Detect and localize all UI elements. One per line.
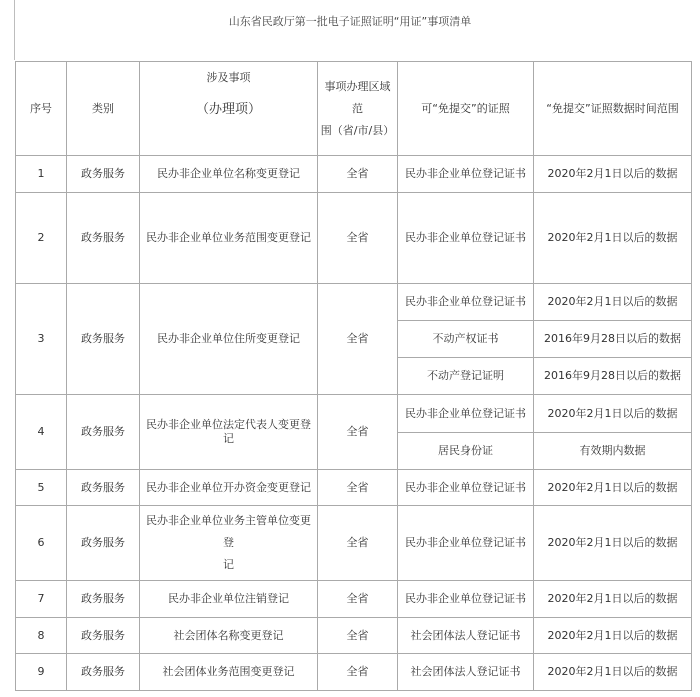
row-cert: 不动产登记证明 — [398, 358, 534, 395]
row-seq: 1 — [16, 156, 67, 193]
left-border-line — [14, 0, 15, 60]
item-list-table — [15, 61, 692, 691]
row-range: 2020年2月1日以后的数据 — [534, 506, 692, 581]
table-row — [16, 156, 692, 193]
row-item: 民办非企业单位名称变更登记 — [140, 156, 318, 193]
table-row — [16, 284, 692, 321]
table-row — [16, 654, 692, 691]
header-item-line2: （办理项） — [195, 101, 261, 117]
row-category: 政务服务 — [67, 395, 140, 470]
row-area: 全省 — [318, 618, 398, 654]
row-item: 民办非企业单位业务范围变更登记 — [140, 193, 318, 284]
row-item: 民办非企业单位法定代表人变更登记 — [140, 395, 318, 470]
row-range: 2020年2月1日以后的数据 — [534, 581, 692, 618]
row-category: 政务服务 — [67, 156, 140, 193]
row-cert: 民办非企业单位登记证书 — [398, 506, 534, 581]
row-category: 政务服务 — [67, 284, 140, 395]
row-category: 政务服务 — [67, 654, 140, 691]
row-range: 2020年2月1日以后的数据 — [534, 618, 692, 654]
header-area-line2: 围（省/市/县） — [320, 123, 395, 137]
table-row — [16, 193, 692, 284]
row-seq: 4 — [16, 395, 67, 470]
row-seq: 2 — [16, 193, 67, 284]
header-cert: 可“免提交”的证照 — [398, 62, 534, 156]
row-category: 政务服务 — [67, 506, 140, 581]
header-category: 类别 — [67, 62, 140, 156]
header-range: “免提交”证照数据时间范围 — [534, 62, 692, 156]
row-item — [140, 506, 318, 581]
row-area: 全省 — [318, 581, 398, 618]
row-cert: 民办非企业单位登记证书 — [398, 193, 534, 284]
row-area: 全省 — [318, 156, 398, 193]
row-area: 全省 — [318, 470, 398, 506]
row-cert: 社会团体法人登记证书 — [398, 654, 534, 691]
row-cert: 居民身份证 — [398, 433, 534, 470]
row-item: 社会团体名称变更登记 — [140, 618, 318, 654]
row-area: 全省 — [318, 284, 398, 395]
row-area: 全省 — [318, 193, 398, 284]
table-header-row — [16, 62, 692, 156]
page-title: 山东省民政厅第一批电子证照证明“用证”事项清单 — [228, 15, 472, 28]
row-seq: 9 — [16, 654, 67, 691]
row-item: 社会团体业务范围变更登记 — [140, 654, 318, 691]
row-category: 政务服务 — [67, 618, 140, 654]
row-range: 2020年2月1日以后的数据 — [534, 193, 692, 284]
row-cert: 民办非企业单位登记证书 — [398, 470, 534, 506]
row-cert: 民办非企业单位登记证书 — [398, 284, 534, 321]
row-cert: 不动产权证书 — [398, 321, 534, 358]
row-range: 2020年2月1日以后的数据 — [534, 156, 692, 193]
row-item: 民办非企业单位住所变更登记 — [140, 284, 318, 395]
row-cert: 社会团体法人登记证书 — [398, 618, 534, 654]
row-seq: 5 — [16, 470, 67, 506]
row-range: 2016年9月28日以后的数据 — [534, 358, 692, 395]
row-cert: 民办非企业单位登记证书 — [398, 156, 534, 193]
table-row — [16, 618, 692, 654]
header-area — [318, 62, 398, 156]
row-range: 有效期内数据 — [534, 433, 692, 470]
table-row — [16, 506, 692, 581]
row-area: 全省 — [318, 395, 398, 470]
row-seq: 8 — [16, 618, 67, 654]
row-range: 2020年2月1日以后的数据 — [534, 470, 692, 506]
row-item-line2: 记 — [223, 558, 234, 571]
row-range: 2020年2月1日以后的数据 — [534, 654, 692, 691]
row-cert: 民办非企业单位登记证书 — [398, 395, 534, 433]
row-range: 2020年2月1日以后的数据 — [534, 284, 692, 321]
header-seq: 序号 — [16, 62, 67, 156]
row-category: 政务服务 — [67, 193, 140, 284]
row-category: 政务服务 — [67, 581, 140, 618]
row-item: 民办非企业单位开办资金变更登记 — [140, 470, 318, 506]
row-seq: 3 — [16, 284, 67, 395]
row-area: 全省 — [318, 654, 398, 691]
row-seq: 7 — [16, 581, 67, 618]
row-item: 民办非企业单位注销登记 — [140, 581, 318, 618]
table-row — [16, 395, 692, 433]
row-cert: 民办非企业单位登记证书 — [398, 581, 534, 618]
row-range: 2020年2月1日以后的数据 — [534, 395, 692, 433]
row-seq: 6 — [16, 506, 67, 581]
header-item — [140, 62, 318, 156]
table-row — [16, 470, 692, 506]
row-area: 全省 — [318, 506, 398, 581]
row-range: 2016年9月28日以后的数据 — [534, 321, 692, 358]
row-item-line1: 民办非企业单位业务主管单位变更登 — [146, 514, 311, 549]
header-area-line1: 事项办理区域范 — [324, 79, 391, 115]
header-item-line1: 涉及事项 — [206, 70, 251, 84]
table-row — [16, 581, 692, 618]
row-category: 政务服务 — [67, 470, 140, 506]
